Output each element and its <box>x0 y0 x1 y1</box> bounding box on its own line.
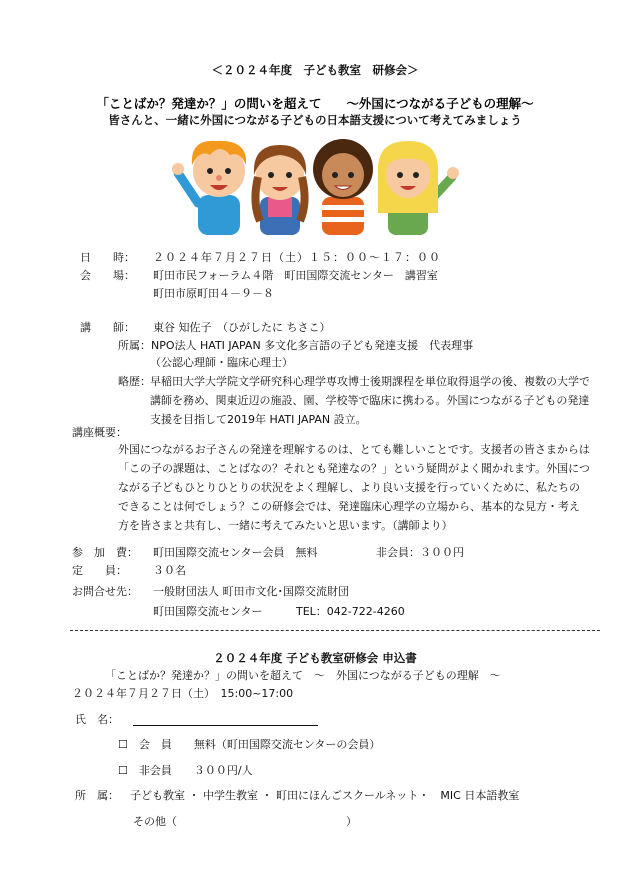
fee-member: 町田国際交流センター会員 無料 <box>153 546 318 559</box>
other-label: その他（ <box>133 815 177 828</box>
date-label: 日 時： <box>80 251 135 264</box>
summary-text: 外国につながるお子さんの発達を理解するのは、とても難しいことです。支援者の皆さまからは「この子の課題は、ことばなの？それとも発達なの？」という疑問がよく聞かれます。外国につながる子どもひとりひとりの状況をよく理解し、より良い支援を行っていくために、私たちのできることは何でしょう？この研修会では、発達臨床心理学の立場から、基本的な見方・考え方を皆さまと共有し、一緒に考えてみたいと思います。（講師より） <box>118 443 590 532</box>
name-label: 氏 名： <box>75 713 119 726</box>
page-title: 「ことばか？発達か？」の問いを超えて ～外国につながる子どもの理解～ <box>96 96 534 111</box>
contact-org: 一般財団法人 町田市文化･国際交流財団 <box>153 585 349 598</box>
form-datetime: ２０２４年７月２７日（土） 15:00~17:00 <box>72 687 294 700</box>
summary-label: 講座概要： <box>72 426 127 439</box>
event-label: ＜２０２４年度 子ども教室 研修会＞ <box>211 63 419 77</box>
venue-value: 町田市民フォーラム４階 町田国際交流センター 講習室 <box>153 269 438 282</box>
cut-line-divider <box>70 630 600 631</box>
form-topic: 「ことばか？発達か？」の問いを超えて ～ 外国につながる子どもの理解 ～ <box>105 669 501 682</box>
date-value: ２０２４年７月２７日（土）１５：００～１７：００ <box>153 251 441 264</box>
other-input[interactable] <box>190 814 340 830</box>
lecturer-name: 東谷 知佐子 （ひがしたに ちさこ） <box>153 321 331 334</box>
nonmember-option-checkbox[interactable]: ☐ 非会員 ３００円/人 <box>118 764 253 777</box>
bio-label: 略歴： <box>118 375 151 388</box>
fee-nonmember: 非会員：３００円 <box>376 546 464 559</box>
affiliation-options[interactable]: 子ども教室 ・ 中学生教室 ・ 町田にほんごスクールネット・ MIC 日本語教室 <box>130 789 520 802</box>
contact-tel: TEL：042-722-4260 <box>296 605 405 618</box>
kid-boy-icon <box>172 141 246 235</box>
children-illustration <box>170 133 460 235</box>
kid-girl-blonde-icon <box>378 141 459 235</box>
contact-center: 町田国際交流センター <box>153 605 263 618</box>
kid-girl-braids-icon <box>254 145 306 235</box>
bio-text: 早稲田大学大学院文学研究科心理学専攻博士後期課程を単位取得退学の後、複数の大学で講師を務め、関東近辺の施設、園、学校等で臨床に携わる。外国につながる子どもの発達支援を目指して2019年 HATI JAPAN 設立。 <box>150 375 590 426</box>
lecturer-affiliation: 所属：NPO法人 HATI JAPAN 多文化多言語の子ども発達支援 代表理事 <box>118 339 474 352</box>
lecturer-label: 講 師： <box>80 321 135 334</box>
fee-label: 参 加 費： <box>72 546 138 559</box>
contact-label: お問合せ先： <box>72 585 138 598</box>
member-option-checkbox[interactable]: ☐ 会 員 無料（町田国際交流センターの会員） <box>118 738 381 751</box>
capacity-label: 定 員： <box>72 564 127 577</box>
name-input[interactable] <box>133 725 318 726</box>
capacity-value: ３０名 <box>153 564 186 577</box>
venue-address: 町田市原町田４－９－８ <box>153 287 274 300</box>
kid-girl-curly-icon <box>313 139 373 235</box>
affiliation-label: 所 属： <box>75 789 119 802</box>
venue-label: 会 場： <box>80 269 135 282</box>
lecturer-qualification: （公認心理師・臨床心理士） <box>150 356 293 369</box>
page-subtitle: 皆さんと、一緒に外国につながる子どもの日本語支援について考えてみましょう <box>108 113 522 127</box>
other-close: ） <box>346 815 357 828</box>
form-title: ２０２４年度 子ども教室研修会 申込書 <box>213 651 417 665</box>
